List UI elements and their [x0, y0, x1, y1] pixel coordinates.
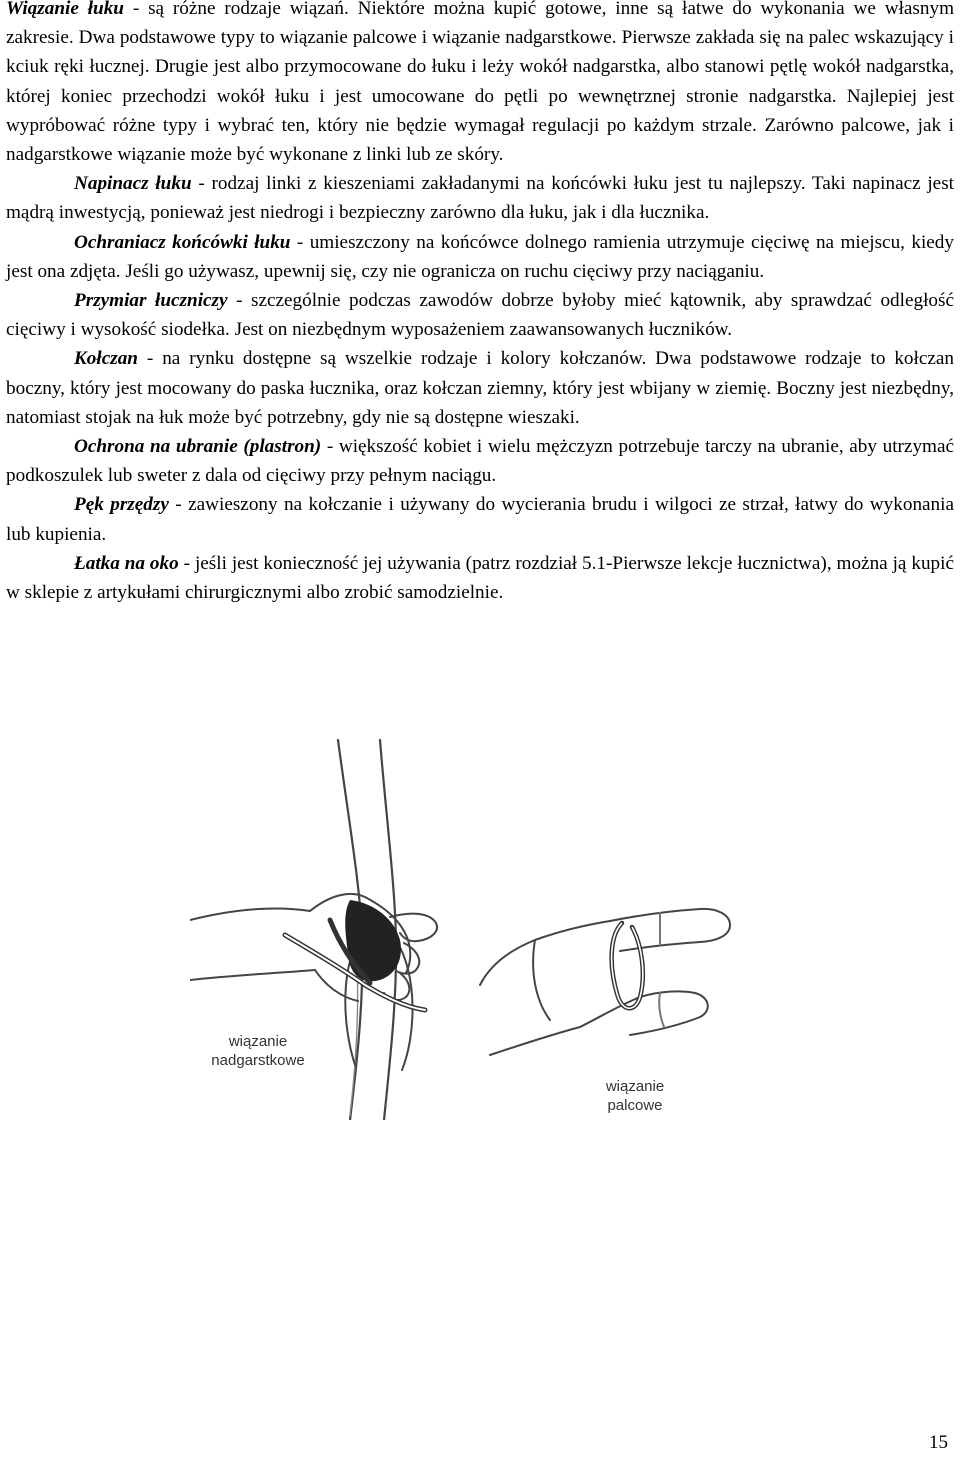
bow-sling-illustration: [190, 735, 750, 1120]
paragraph-bow-stringer: [6, 169, 954, 227]
label-finger-sling: [585, 1077, 685, 1115]
paragraph-tip-protector: [6, 228, 954, 286]
paragraph-bow-sling: [6, 0, 954, 169]
finger-sling-loop: [612, 923, 643, 1008]
paragraph-bow-square: [6, 286, 954, 344]
label-finger-sling-line2: palcowe: [607, 1097, 663, 1114]
label-finger-sling-line1: wiązanie: [605, 1078, 665, 1095]
term-quiver: Kołczan: [74, 348, 138, 370]
term-bow-stringer: Napinacz łuku: [74, 173, 192, 195]
paragraph-quiver: [6, 344, 954, 432]
paragraph-text: - są różne rodzaje wiązań. Niektóre można kupić gotowe, inne są łatwe do wykonania we własnym zakresie. Dwa podstawowe typy to wiązanie palcowe i wiązanie nadgarstkowe. Pierwsze zakłada się na palec wskazujący i kciuk ręki łucznej. Drugie jest albo przymocowane do łuku i leży wokół nadgarstka, albo stanowi pętlę wokół nadgarstka, której koniec przechodzi wokół łuku i jest umocowane do pętli po wewnętrznej stronie nadgarstka. Najlepiej jest wypróbować różne typy i wybrać ten, który nie będzie wymagał regulacji po każdym strzale. Zarówno palcowe, jak i nadgarstkowe wiązanie może być wykonane z linki lub ze skóry.: [6, 0, 954, 166]
term-chest-guard: Ochrona na ubranie (plastron): [74, 436, 322, 458]
paragraph-text: - większość kobiet i wielu mężczyzn potrzebuje tarczy na ubranie, aby utrzymać podkoszulek lub sweter z dala od cięciwy przy pełnym naciągu.: [6, 436, 954, 487]
paragraph-text: - zawieszony na kołczanie i używany do wycierania brudu i wilgoci ze strzał, łatwy do wykonania lub kupienia.: [6, 494, 954, 545]
term-tassel: Pęk przędzy: [74, 494, 169, 516]
forearm: [190, 908, 310, 920]
paragraph-text: - szczególnie podczas zawodów dobrze byłoby mieć kątownik, aby sprawdzać odległość cięciwy i wysokość siodełka. Jest on niezbędnym wyposażeniem zaawansowanych łuczników.: [6, 290, 954, 341]
term-tip-protector: Ochraniacz końcówki łuku: [74, 231, 291, 253]
page-number: 15: [929, 1432, 948, 1453]
term-eye-patch: Łatka na oko: [74, 552, 179, 574]
term-bow-square: Przymiar łuczniczy: [74, 290, 228, 312]
paragraph-text: - na rynku dostępne są wszelkie rodzaje i kolory kołczanów. Dwa podstawowe rodzaje to kołczan boczny, który jest mocowany do paska łucznika, oraz kołczan ziemny, który jest wbijany w ziemię. Boczny jest niezbędny, natomiast stojak na łuk może być potrzebny, gdy nie są dostępne wieszaki.: [6, 348, 954, 428]
palm-shading: [345, 900, 401, 981]
finger-sling-hand: [480, 921, 610, 985]
label-wrist-sling: [198, 1032, 318, 1070]
paragraph-text: - rodzaj linki z kieszeniami zakładanymi na końcówki łuku jest tu najlepszy. Taki napinacz jest mądrą inwestycją, ponieważ jest niedrogi i bezpieczny zarówno dla łuku, jak i dla łucznika.: [6, 173, 954, 224]
label-wrist-sling-line1: wiązanie: [228, 1033, 288, 1050]
paragraph-eye-patch: [6, 549, 954, 607]
paragraph-chest-guard: [6, 432, 954, 490]
document-body: [6, 0, 954, 607]
paragraph-text: - jeśli jest konieczność jej używania (patrz rozdział 5.1-Pierwsze lekcje łucznictwa), można ją kupić w sklepie z artykułami chirurgicznymi albo zrobić samodzielnie.: [6, 552, 954, 604]
term-bow-sling: Wiązanie łuku: [6, 0, 124, 19]
paragraph-tassel: [6, 490, 954, 548]
paragraph-text: - umieszczony na końcówce dolnego ramienia utrzymuje cięciwę na miejscu, kiedy jest ona zdjęta. Jeśli go używasz, upewnij się, czy nie ogranicza on ruchu cięciwy przy naciąganiu.: [6, 231, 954, 282]
label-wrist-sling-line2: nadgarstkowe: [211, 1052, 305, 1069]
